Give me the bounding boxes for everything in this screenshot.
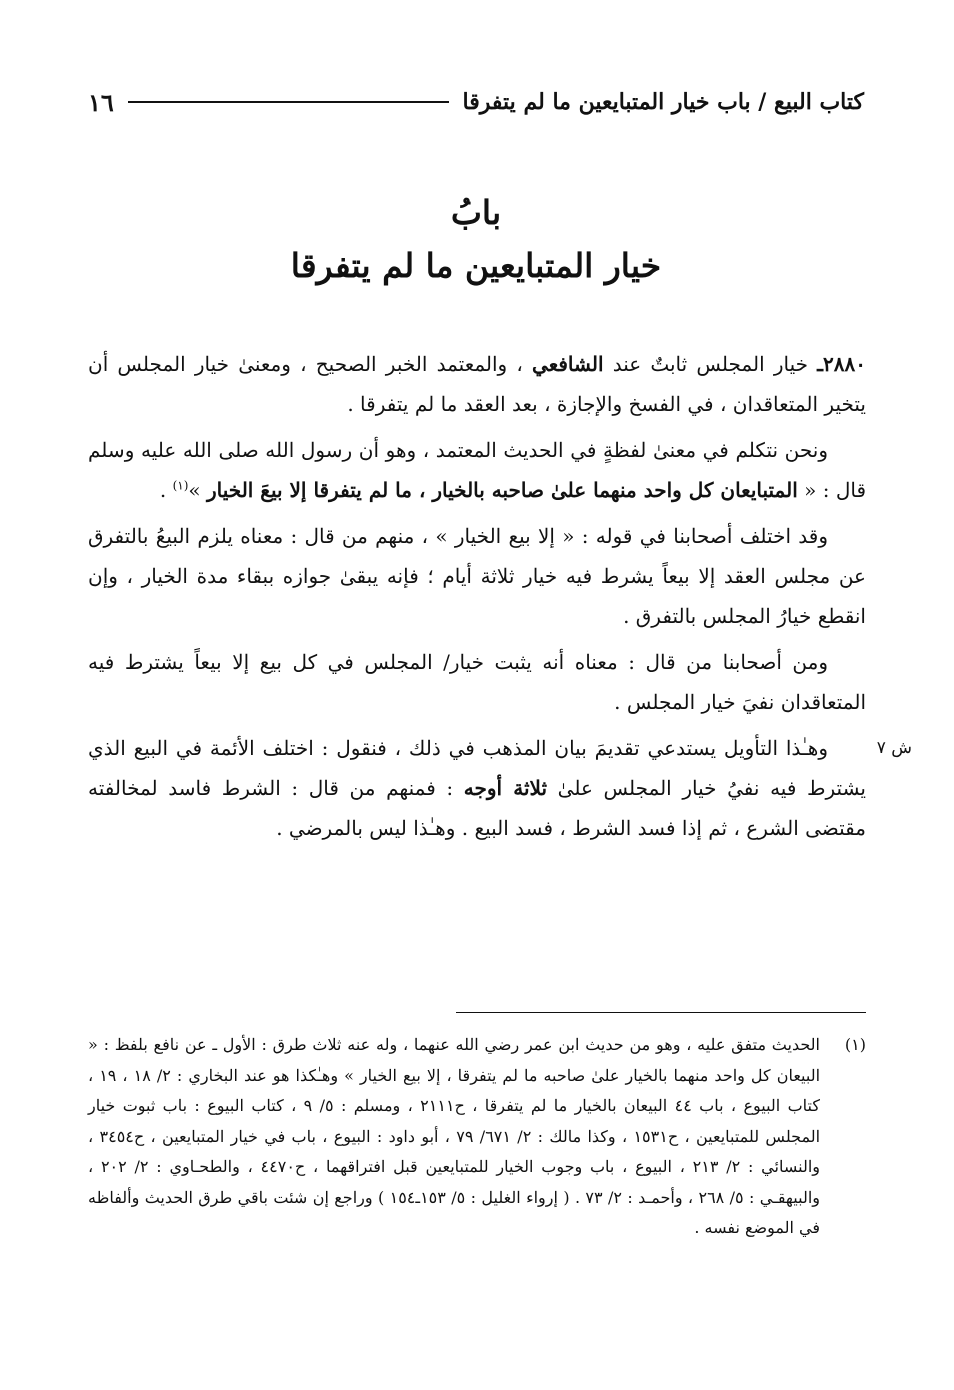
running-header-title: كتاب البيع / باب خيار المتبايعين ما لم يتفرقا <box>462 89 864 115</box>
paragraph-text: : فمنهم من قال : الشرط فاسد لمخالفته مقتضى الشرع ، ثم إذا فسد الشرط ، فسد البيع . وهـٰذا ليس بالمرضي . <box>88 776 866 840</box>
chapter-label: بابُ <box>450 193 502 232</box>
paragraph-text: » <box>188 478 207 502</box>
footnote-separator <box>456 1012 866 1013</box>
paragraph-text: خيار المجلس ثابتٌ عند <box>603 352 818 376</box>
page-number: ١٦ <box>88 87 114 117</box>
bold-name-shafii: الشافعي <box>532 352 604 376</box>
hadith-quote: المتبايعان كل واحد منهما علىٰ صاحبه بالخيار ، ما لم يتفرقا إلا بيعَ الخيار <box>207 478 798 502</box>
paragraph-interpretation <box>88 728 866 848</box>
footnote-marker: (١) <box>844 1035 866 1054</box>
footnotes <box>88 1030 866 1244</box>
footnote-text: الحديث متفق عليه ، وهو من حديث ابن عمر رضي الله عنهما ، وله عنه ثلاث طرق : الأول ـ عن نافع بلفظ : « البيعان كل واحد منهما بالخيار علىٰ صاحبه ما لم يتفرقا ، إلا بيع الخيار » وهـٰكذا هو عند البخاري : ٢/ ١٨ ، ١٩ ، كتاب البيوع ، باب ٤٤ البيعان بالخيار ما لم يتفرقا ، ح٢١١١ ، ومسلم : ٥/ ٩ ، كتاب البيوع : باب ثبوت خيار المجلس للمتبايعين ، ح١٥٣١ ، وكذا مالك : ٢/ ٦٧١/ ٧٩ ، أبو داود : البيوع ، باب في خيار المتبايعين ، ح٣٤٥٤ ، والنسائي : ٢/ ٢١٣ ، البيوع ، باب وجوب الخيار للمتبايعين قبل افتراقهما ، ح٤٤٧٠ ، والطحـاوي : ٢/ ٢٠٢ ، والبيهقـي : ٥/ ٢٦٨ ، وأحمـد : ٢/ ٧٣ . ( إرواء الغليل : ٥/ ١٥٣ـ١٥٤ ) وراجع إن شئت باقي طرق الحديث وألفاظه في الموضع نفسه . <box>88 1035 821 1237</box>
chapter-title: خيار المتبايعين ما لم يتفرقا <box>290 246 662 285</box>
footnote-ref[interactable]: (١) <box>172 478 189 493</box>
paragraph-text: وهـٰذا التأويل يستدعي تقديمَ بيان المذهب في ذلك ، فنقول : اختلف الأئمة في البيع الذي يشترط فيه نفيُ خيار المجلس علىٰ <box>88 736 866 800</box>
body-text <box>88 344 866 854</box>
paragraph-text: . <box>159 478 173 502</box>
bold-three-views: ثلاثة أوجه <box>463 776 548 800</box>
paragraph-hadith <box>88 430 866 510</box>
margin-note: ش ٧ <box>876 738 912 758</box>
paragraph-disagreement: وقد اختلف أصحابنا في قوله : « إلا بيع الخيار » ، منهم من قال : معناه يلزم البيعُ بالتفرق عن مجلس العقد إلا بيعاً يشرط فيه خيار ثلاثة أيام ؛ فإنه يبقىٰ جوازه ببقاء مدة الخيار ، وإن انقطع خيارُ المجلس بالتفرق . <box>88 524 866 628</box>
paragraph-text: ، والمعتمد الخبر الصحيح ، ومعنىٰ خيار المجلس أن يتخير المتعاقدان ، في الفسخ والإجازة ، بعد العقد ما لم يتفرقا . <box>88 352 866 416</box>
paragraph-second-opinion: ومن أصحابنا من قال : معناه أنه يثبت خيار/ المجلس في كل بيع إلا بيعاً يشترط فيه المتعاقدان نفيَ خيار المجلس . <box>88 650 866 714</box>
paragraph-2880 <box>88 344 866 424</box>
paragraph-number: ٢٨٨٠ـ <box>817 352 866 376</box>
chapter-heading <box>88 188 864 294</box>
running-header <box>88 82 864 122</box>
paragraph-text: ونحن نتكلم في معنىٰ لفظةٍ في الحديث المعتمد ، وهو أن رسول الله صلى الله عليه وسلم قال : « <box>88 438 866 502</box>
header-rule <box>128 101 449 103</box>
